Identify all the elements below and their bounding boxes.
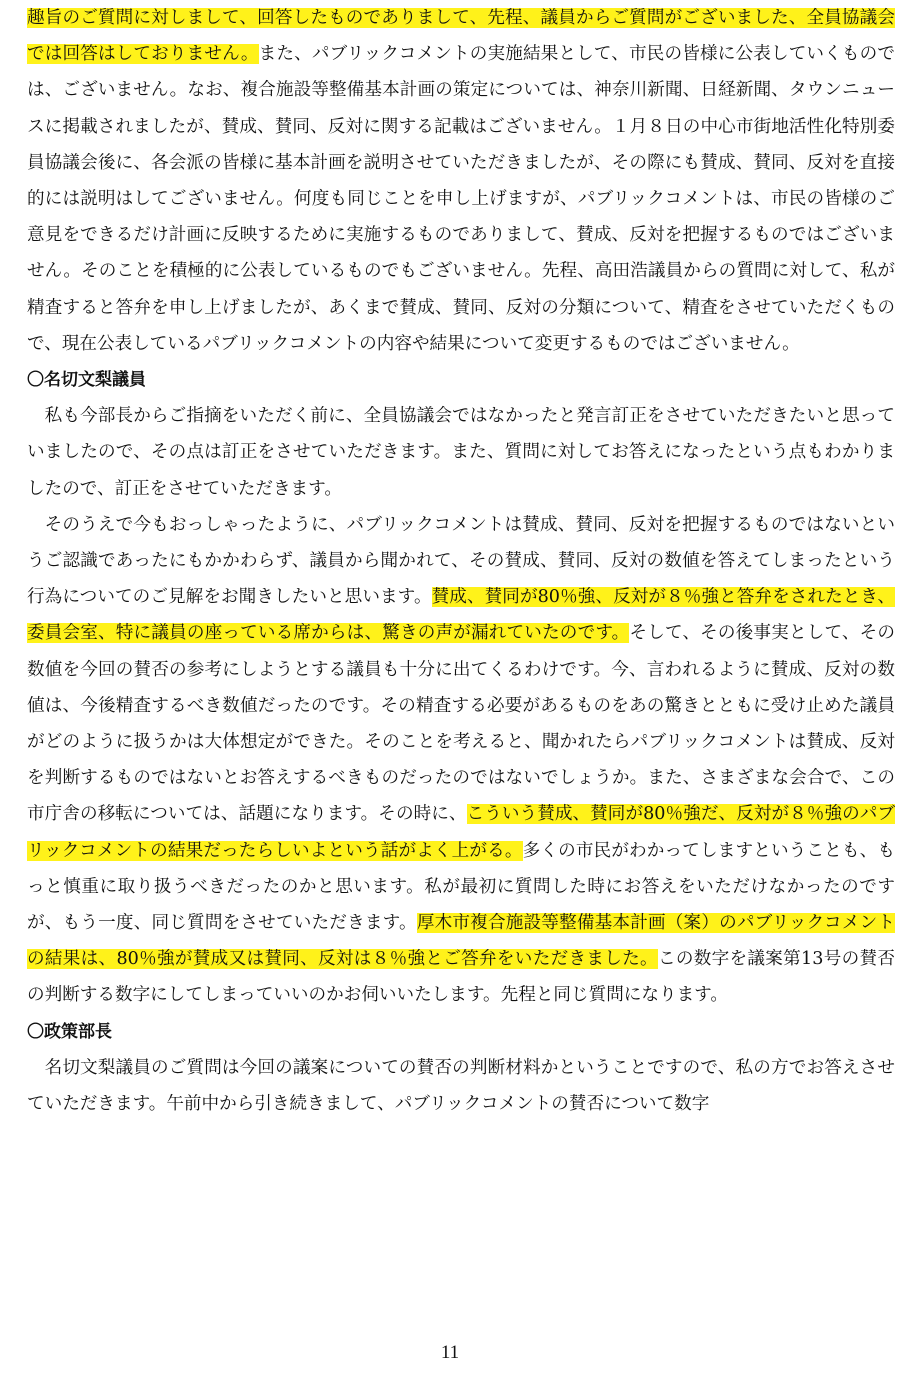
paragraph-nagiri-question: [27, 507, 895, 1014]
body-text: 私も今部長からご指摘をいただく前に、全員協議会ではなかったと発言訂正をさせていただきたいと思っていましたので、その点は訂正をさせていただきます。また、質問に対してお答えになったという点もわかりましたので、訂正をさせていただきます。: [27, 406, 895, 499]
paragraph-policy-director-answer: [27, 1050, 895, 1122]
highlighted-text: 厚木市複合施設等整備基本計画（案）のパブリックコメントの結果は、80％強が賛成又は賛同、反対は８％強とご答弁をいただきました。: [27, 913, 895, 970]
body-text: この数字を議案第13号の賛否の判断する数字にしてしまっていいのかお伺いいたします。先程と同じ質問になります。: [27, 949, 895, 1006]
highlighted-text: 趣旨のご質問に対しまして、回答したものでありまして、先程、議員からご質問がございました、全員協議会では回答はしておりません。: [27, 8, 895, 65]
body-text: 多くの市民がわかってしますということも、もっと慎重に取り扱うべきだったのかと思います。私が最初に質問した時にお答えをいただけなかったのですが、もう一度、同じ質問をさせていただきます。: [27, 840, 895, 934]
body-text: そして、その後事実として、その数値を今回の賛否の参考にしようとする議員も十分に出てくるわけです。今、言われるように賛成、反対の数値は、今後精査するべき数値だったのです。その精査する必要があるものをあの驚きとともに受け止めた議員がどのように扱うかは大体想定ができた。そのことを考えると、聞かれたらパブリックコメントは賛成、反対を判断するものではないとお答えするべきものだったのではないでしょうか。また、さまざまな会合で、この市庁舎の移転については、話題になります。その時に、: [27, 623, 895, 825]
highlighted-text: こういう賛成、賛同が80％強だ、反対が８％強のパブリックコメントの結果だったらしいよという話がよく上がる。: [27, 804, 895, 861]
paragraph-nagiri-correction: [27, 398, 895, 507]
page-number: 11: [440, 1342, 460, 1363]
document-body: [27, 0, 895, 1122]
body-text: 名切文梨議員のご質問は今回の議案についての賛否の判断材料かということですので、私の方でお答えさせていただきます。午前中から引き続きまして、パブリックコメントの賛否について数字: [27, 1057, 895, 1115]
highlighted-text: 賛成、賛同が80％強、反対が８％強と答弁をされたとき、委員会室、特に議員の座っている席からは、驚きの声が漏れていたのです。: [27, 587, 895, 644]
body-text: また、パブリックコメントの実施結果として、市民の皆様に公表していくものでは、ございません。なお、複合施設等整備基本計画の策定については、神奈川新聞、日経新聞、タウンニュースに掲載されましたが、賛成、賛同、反対に関する記載はございません。１月８日の中心市街地活性化特別委員協議会後に、各会派の皆様に基本計画を説明させていただきましたが、その際にも賛成、賛同、反対を直接的には説明はしてございません。何度も同じことを申し上げますが、パブリックコメントは、市民の皆様のご意見をできるだけ計画に反映するために実施するものでありまして、賛成、反対を把握するものではございません。そのことを積極的に公表しているものでもございません。先程、高田浩議員からの質問に対して、私が精査すると答弁を申し上げましたが、あくまで賛成、賛同、反対の分類について、精査をさせていただくもので、現在公表しているパブリックコメントの内容や結果について変更するものではございません。: [27, 44, 895, 354]
paragraph-answer-continued: [27, 0, 895, 362]
body-text: そのうえで今もおっしゃったように、パブリックコメントは賛成、賛同、反対を把握するものではないというご認識であったにもかかわらず、議員から聞かれて、その賛成、賛同、反対の数値を答えてしまったという行為についてのご見解をお聞きしたいと思います。: [27, 514, 895, 608]
speaker-heading-policy-director: 〇政策部長: [27, 1021, 112, 1042]
speaker-heading-nagiri: 〇名切文梨議員: [27, 370, 146, 391]
